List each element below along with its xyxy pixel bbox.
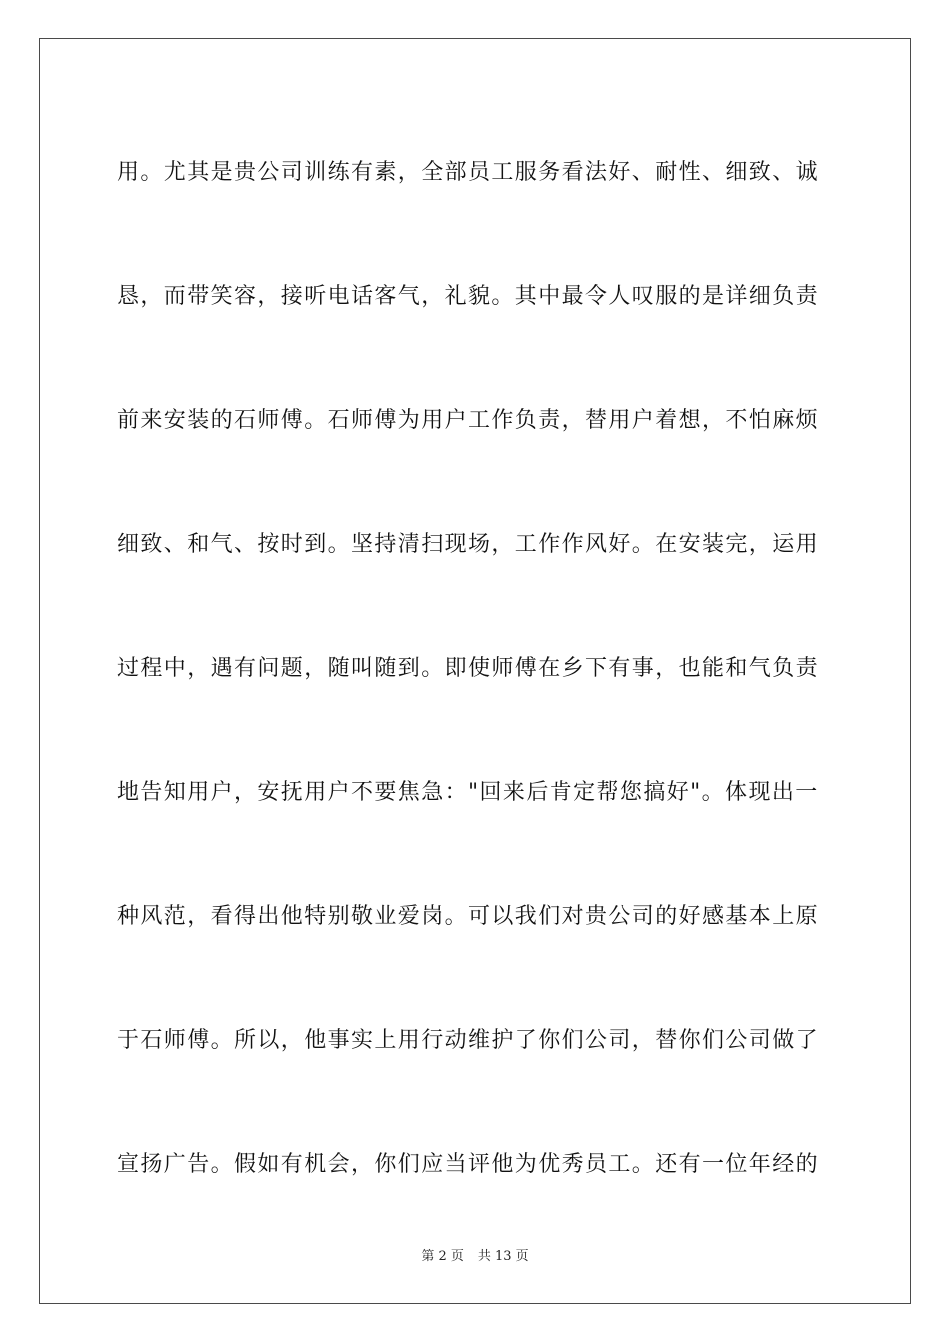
text-line: 前来安装的石师傅。石师傅为用户工作负责，替用户着想，不怕麻烦 [117, 408, 820, 433]
page-number: 第 2 页 [421, 1249, 464, 1264]
text-line: 过程中，遇有问题，随叫随到。即使师傅在乡下有事，也能和气负责 [117, 656, 820, 681]
page-footer [0, 1248, 950, 1266]
text-line: 细致、和气、按时到。坚持清扫现场，工作作风好。在安装完，运用 [117, 532, 820, 557]
text-line: 宣扬广告。假如有机会，你们应当评他为优秀员工。还有一位年经的 [117, 1152, 820, 1177]
text-line: 地告知用户，安抚用户不要焦急："回来后肯定帮您搞好"。体现出一 [117, 780, 819, 805]
text-line: 种风范，看得出他特别敬业爱岗。可以我们对贵公司的好感基本上原 [117, 904, 820, 929]
text-line: 用。尤其是贵公司训练有素，全部员工服务看法好、耐性、细致、诚 [117, 160, 820, 185]
text-line: 于石师傅。所以，他事实上用行动维护了你们公司，替你们公司做了 [117, 1028, 820, 1053]
total-pages: 共 13 页 [477, 1249, 529, 1264]
text-line: 恳，而带笑容，接听电话客气，礼貌。其中最令人叹服的是详细负责 [117, 284, 820, 309]
